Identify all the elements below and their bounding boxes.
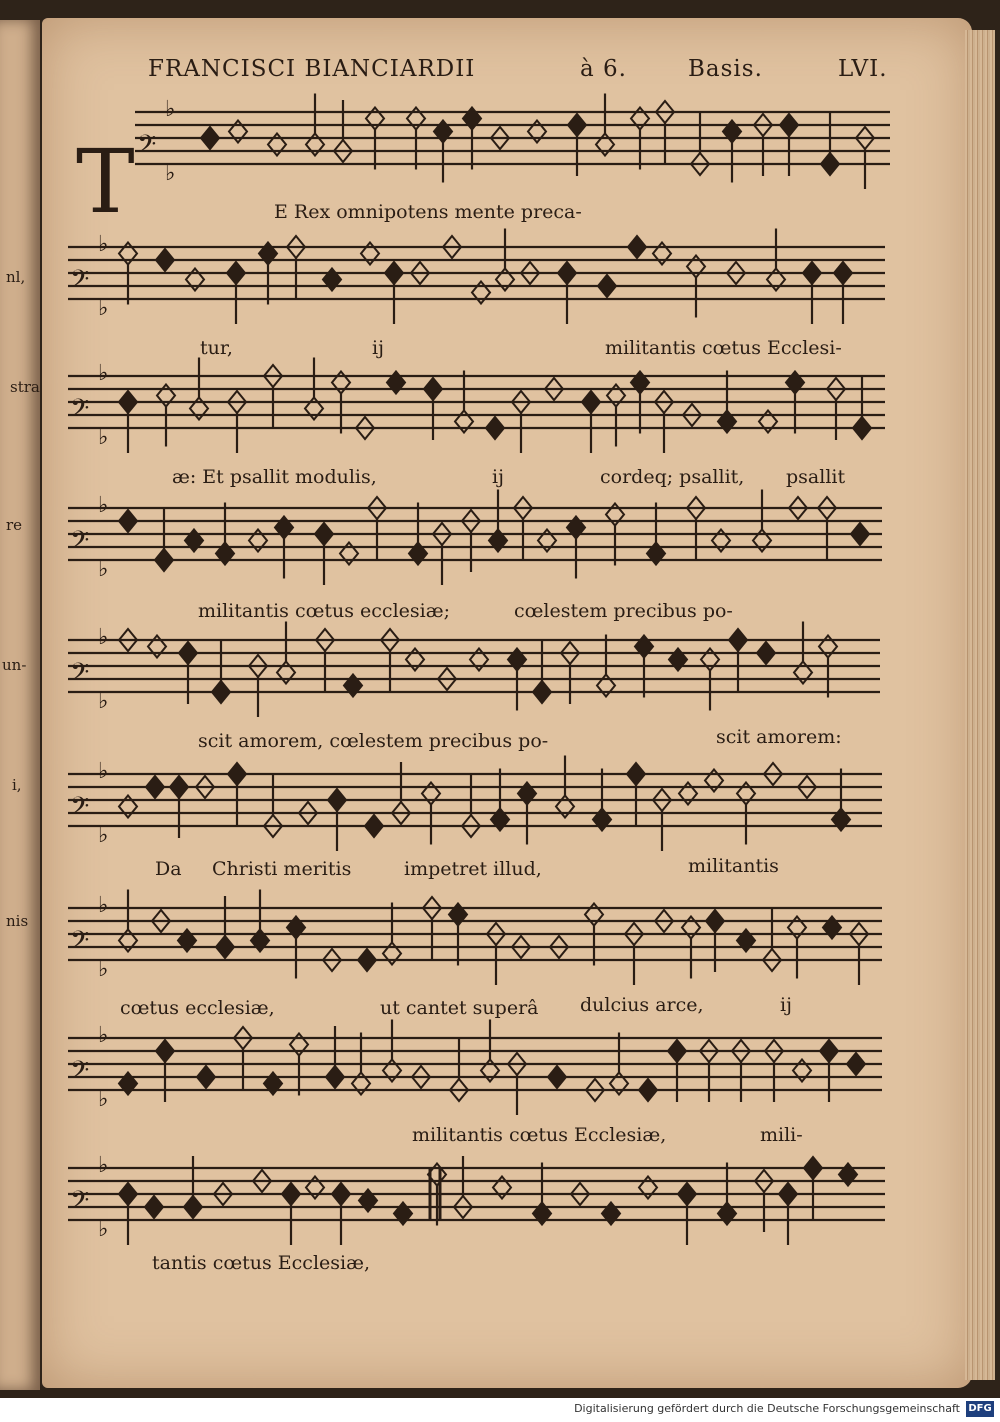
flat-icon: ♭ (98, 823, 109, 848)
lyric-text: militantis cœtus ecclesiæ; (198, 600, 450, 622)
note-head (823, 917, 841, 939)
f-clef-icon: 𝄢 (70, 926, 90, 961)
note-head (821, 153, 839, 175)
note-head (631, 108, 649, 130)
note-head (556, 796, 574, 818)
note-head (712, 530, 730, 552)
lyric-text: impetret illud, (404, 858, 542, 880)
note-head (119, 1073, 137, 1095)
note-head (463, 108, 481, 130)
note-head (394, 1203, 412, 1225)
note-head (156, 249, 174, 271)
note-head (185, 530, 203, 552)
lyric-text: ij (492, 466, 504, 488)
note-head (315, 523, 333, 545)
note-head (538, 530, 556, 552)
flat-icon: ♭ (165, 161, 176, 186)
margin-fragment: i, (12, 776, 22, 794)
note-head (119, 243, 137, 265)
note-head (610, 1073, 628, 1095)
note-head (780, 114, 798, 136)
note-head (635, 636, 653, 658)
margin-fragment: stra (10, 378, 40, 396)
note-head (568, 114, 586, 136)
header-composer: FRANCISCI BIANCIARDII (148, 56, 476, 82)
note-head (275, 517, 293, 539)
lyric-text: ij (780, 994, 792, 1016)
note-head (851, 523, 869, 545)
note-head (779, 1183, 797, 1205)
note-head (148, 636, 166, 658)
note-head (157, 385, 175, 407)
lyric-text: ut cantet superâ (380, 997, 539, 1019)
lyric-text: mili- (760, 1124, 803, 1146)
header-part: Basis. (688, 56, 763, 82)
note-head (834, 262, 852, 284)
note-head (290, 1034, 308, 1056)
note-head (470, 649, 488, 671)
note-head (407, 108, 425, 130)
note-head (383, 1060, 401, 1082)
note-head (472, 282, 490, 304)
note-head (794, 662, 812, 684)
note-head (332, 372, 350, 394)
note-head (647, 543, 665, 565)
flat-icon: ♭ (98, 493, 109, 518)
note-head (486, 417, 504, 439)
note-head (533, 681, 551, 703)
decorated-initial: T (76, 130, 135, 233)
note-head (424, 378, 442, 400)
flat-icon: ♭ (165, 97, 176, 122)
flat-icon: ♭ (98, 893, 109, 918)
note-head (481, 1060, 499, 1082)
flat-icon: ♭ (98, 1023, 109, 1048)
note-head (251, 930, 269, 952)
margin-fragment: un- (2, 656, 27, 674)
note-head (558, 262, 576, 284)
note-head (305, 398, 323, 420)
lyric-text: scit amorem: (716, 726, 842, 748)
footer-bar (0, 1398, 1000, 1422)
note-head (597, 675, 615, 697)
lyric-text: militantis cœtus Ecclesi- (605, 337, 842, 359)
note-head (496, 269, 514, 291)
note-head (332, 1183, 350, 1205)
f-clef-icon: 𝄢 (70, 792, 90, 827)
lyric-text: cœtus ecclesiæ, (120, 997, 275, 1019)
note-head (803, 262, 821, 284)
note-head (366, 108, 384, 130)
f-clef-icon: 𝄢 (70, 658, 90, 693)
note-head (767, 269, 785, 291)
flat-icon: ♭ (98, 1087, 109, 1112)
note-head (229, 121, 247, 143)
f-clef-icon: 𝄢 (70, 1056, 90, 1091)
note-head (491, 809, 509, 831)
note-head (409, 543, 427, 565)
note-head (434, 121, 452, 143)
margin-fragment: nl, (6, 268, 26, 286)
note-head (786, 372, 804, 394)
flat-icon: ♭ (98, 232, 109, 257)
note-head (639, 1177, 657, 1199)
note-head (361, 243, 379, 265)
note-head (306, 134, 324, 156)
note-head (227, 262, 245, 284)
note-head (723, 121, 741, 143)
lyric-text: Christi meritis (212, 858, 352, 880)
note-head (323, 269, 341, 291)
f-clef-icon: 𝄢 (70, 394, 90, 429)
note-head (146, 776, 164, 798)
note-head (757, 642, 775, 664)
note-head (119, 796, 137, 818)
f-clef-icon: 𝄢 (70, 526, 90, 561)
lyric-text: æ: Et psallit modulis, (172, 466, 377, 488)
note-head (155, 549, 173, 571)
note-head (352, 1073, 370, 1095)
flat-icon: ♭ (98, 759, 109, 784)
note-head (358, 949, 376, 971)
flat-icon: ♭ (98, 625, 109, 650)
note-head (804, 1157, 822, 1179)
note-head (186, 269, 204, 291)
note-head (585, 904, 603, 926)
note-head (212, 681, 230, 703)
note-head (406, 649, 424, 671)
note-head (631, 372, 649, 394)
note-head (259, 243, 277, 265)
note-head (184, 1196, 202, 1218)
lyric-text: scit amorem, cœlestem precibus po- (198, 730, 549, 752)
note-head (718, 411, 736, 433)
note-head (669, 649, 687, 671)
note-head (190, 398, 208, 420)
note-head (264, 1073, 282, 1095)
note-head (156, 1040, 174, 1062)
note-head (179, 642, 197, 664)
note-head (306, 1177, 324, 1199)
note-head (639, 1079, 657, 1101)
note-head (359, 1190, 377, 1212)
note-head (820, 1040, 838, 1062)
note-head (628, 236, 646, 258)
flat-icon: ♭ (98, 1153, 109, 1178)
note-head (178, 930, 196, 952)
note-head (606, 504, 624, 526)
note-head (387, 372, 405, 394)
flat-icon: ♭ (98, 1217, 109, 1242)
note-head (326, 1066, 344, 1088)
lyric-text: tantis cœtus Ecclesiæ, (152, 1252, 370, 1274)
note-head (228, 763, 246, 785)
note-head (197, 1066, 215, 1088)
flat-icon: ♭ (98, 361, 109, 386)
note-head (548, 1066, 566, 1088)
margin-fragment: nis (6, 912, 29, 930)
note-head (449, 904, 467, 926)
flat-icon: ♭ (98, 689, 109, 714)
note-head (508, 649, 526, 671)
note-head (277, 662, 295, 684)
note-head (216, 936, 234, 958)
note-head (344, 675, 362, 697)
f-clef-icon: 𝄢 (70, 1186, 90, 1221)
note-head (819, 636, 837, 658)
note-head (627, 763, 645, 785)
note-head (706, 910, 724, 932)
note-head (729, 629, 747, 651)
lyric-text: cœlestem precibus po- (514, 600, 733, 622)
note-head (607, 385, 625, 407)
note-head (287, 917, 305, 939)
note-head (119, 391, 137, 413)
header-voices: à 6. (580, 56, 627, 82)
note-head (593, 809, 611, 831)
page-number: LVI. (838, 56, 888, 82)
dfg-logo: DFG (966, 1401, 994, 1417)
note-head (567, 517, 585, 539)
note-head (832, 809, 850, 831)
note-head (793, 1060, 811, 1082)
note-head (596, 134, 614, 156)
note-head (582, 391, 600, 413)
note-head (718, 1203, 736, 1225)
note-head (282, 1183, 300, 1205)
margin-fragment: re (6, 516, 23, 534)
note-head (328, 789, 346, 811)
note-head (682, 917, 700, 939)
f-clef-icon: 𝄢 (137, 130, 157, 165)
note-head (383, 943, 401, 965)
note-head (705, 770, 723, 792)
note-head (668, 1040, 686, 1062)
lyric-text: militantis cœtus Ecclesiæ, (412, 1124, 667, 1146)
note-head (753, 530, 771, 552)
note-head (455, 411, 473, 433)
flat-icon: ♭ (98, 557, 109, 582)
note-head (701, 649, 719, 671)
note-head (598, 275, 616, 297)
note-head (847, 1053, 865, 1075)
note-head (385, 262, 403, 284)
note-head (489, 530, 507, 552)
lyric-text: E Rex omnipotens mente preca- (274, 201, 582, 223)
lyric-text: dulcius arce, (580, 994, 704, 1016)
note-head (759, 411, 777, 433)
flat-icon: ♭ (98, 957, 109, 982)
lyric-text: ij (372, 337, 384, 359)
note-head (518, 783, 536, 805)
lyric-text: cordeq; psallit, (600, 466, 745, 488)
footer-credit: Digitalisierung gefördert durch die Deutsche Forschungsgemeinschaft (574, 1402, 960, 1415)
note-head (119, 1183, 137, 1205)
note-head (839, 1164, 857, 1186)
note-head (602, 1203, 620, 1225)
note-head (422, 783, 440, 805)
note-head (201, 127, 219, 149)
note-head (737, 783, 755, 805)
note-head (268, 134, 286, 156)
note-head (216, 543, 234, 565)
note-head (119, 510, 137, 532)
note-head (737, 930, 755, 952)
note-head (340, 543, 358, 565)
note-head (365, 815, 383, 837)
flat-icon: ♭ (98, 425, 109, 450)
lyric-text: militantis (688, 855, 779, 877)
note-head (145, 1196, 163, 1218)
note-head (653, 243, 671, 265)
note-head (493, 1177, 511, 1199)
note-head (678, 1183, 696, 1205)
lyric-text: psallit (786, 466, 846, 488)
lyric-text: Da (155, 858, 182, 880)
lyric-text: tur, (200, 337, 233, 359)
note-head (533, 1203, 551, 1225)
note-head (119, 930, 137, 952)
note-head (249, 530, 267, 552)
note-head (853, 417, 871, 439)
note-head (679, 783, 697, 805)
note-head (788, 917, 806, 939)
note-head (528, 121, 546, 143)
f-clef-icon: 𝄢 (70, 265, 90, 300)
note-head (687, 256, 705, 278)
flat-icon: ♭ (98, 296, 109, 321)
note-head (170, 776, 188, 798)
